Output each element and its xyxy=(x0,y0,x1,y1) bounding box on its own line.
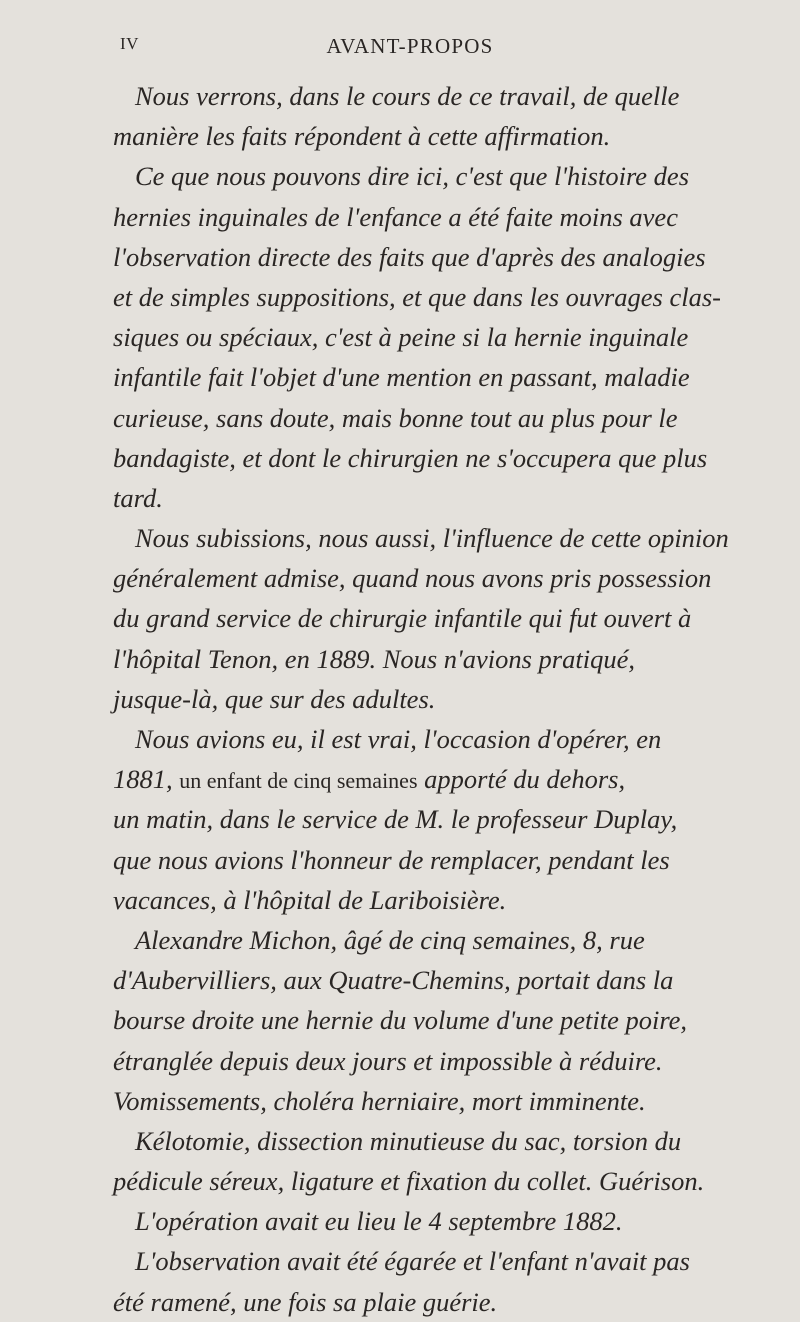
text-line xyxy=(113,1241,703,1281)
text-line-content: Alexandre Michon, âgé de cinq semaines, 8, rue xyxy=(135,924,645,955)
text-line xyxy=(113,799,703,839)
text-line xyxy=(113,438,708,478)
text-line xyxy=(113,1041,703,1081)
text-line-content: hernies inguinales de l'enfance a été faite moins avec xyxy=(113,201,678,232)
text-line xyxy=(113,197,703,237)
text-line-content: pédicule séreux, ligature et fixation du collet. Guérison. xyxy=(113,1166,705,1197)
text-line xyxy=(113,357,703,397)
text-line-content: Ce que nous pouvons dire ici, c'est que l'histoire des xyxy=(135,161,690,192)
text-line xyxy=(113,639,703,679)
text-line-content: vacances, à l'hôpital de Lariboisière. xyxy=(113,884,507,915)
text-line xyxy=(113,1282,703,1322)
text-line xyxy=(113,880,703,920)
text-line-content: manière les faits répondent à cette affirmation. xyxy=(113,121,611,152)
text-line-content: que nous avions l'honneur de remplacer, pendant les xyxy=(113,844,670,875)
text-line-content: l'observation directe des faits que d'après des analogies xyxy=(113,241,706,272)
text-line xyxy=(113,840,703,880)
text-line-content: L'observation avait été égarée et l'enfant n'avait pas xyxy=(135,1246,690,1277)
text-line xyxy=(113,1201,703,1241)
text-line-continuation: apporté du dehors, xyxy=(424,764,626,795)
text-line-content: généralement admise, quand nous avons pris possession xyxy=(113,563,712,594)
text-line xyxy=(113,116,703,156)
text-line-content: infantile fait l'objet d'une mention en passant, maladie xyxy=(113,362,690,393)
text-line xyxy=(113,277,721,317)
running-title: AVANT-PROPOS xyxy=(326,34,494,58)
text-line xyxy=(113,76,703,116)
text-line xyxy=(113,598,703,638)
text-line xyxy=(113,478,703,518)
text-line-content: curieuse, sans doute, mais bonne tout au plus pour le xyxy=(113,402,678,433)
page-number: IV xyxy=(120,34,139,53)
text-line-content: Nous verrons, dans le cours de ce travail, de quelle xyxy=(135,81,680,111)
text-line xyxy=(113,1161,703,1201)
text-line xyxy=(113,1000,703,1040)
running-head xyxy=(120,34,700,64)
text-line-content: tard. xyxy=(113,482,163,513)
text-line-content: bandagiste, et dont le chirurgien ne s'occupera que plus xyxy=(113,442,708,473)
text-line-content: du grand service de chirurgie infantile qui fut ouvert à xyxy=(113,603,692,634)
text-line xyxy=(113,237,706,277)
text-line-content: bourse droite une hernie du volume d'une petite poire, xyxy=(113,1005,688,1036)
body-text xyxy=(113,76,729,1322)
text-line xyxy=(113,960,703,1000)
text-line xyxy=(113,1121,703,1161)
text-line-content: Vomissements, choléra herniaire, mort imminente. xyxy=(113,1085,646,1116)
text-line-content: Nous avions eu, il est vrai, l'occasion d'opérer, en xyxy=(135,724,662,754)
text-line xyxy=(113,317,703,357)
text-line xyxy=(113,398,703,438)
text-line xyxy=(113,920,703,960)
text-line xyxy=(113,156,703,196)
text-line xyxy=(113,558,712,598)
text-line-content: jusque-là, que sur des adultes. xyxy=(113,683,436,714)
text-line-content: un matin, dans le service de M. le professeur Duplay, xyxy=(113,804,678,835)
text-line-content: siques ou spéciaux, c'est à peine si la hernie inguinale xyxy=(113,322,689,353)
text-line-content: Nous subissions, nous aussi, l'influence de cette opinion xyxy=(135,523,729,554)
text-line xyxy=(113,1081,703,1121)
roman-text-segment: un enfant de cinq semaines xyxy=(179,768,418,794)
text-line-content: été ramené, une fois sa plaie guérie. xyxy=(113,1286,498,1317)
text-line-content: étranglée depuis deux jours et impossible à réduire. xyxy=(113,1045,663,1076)
text-line xyxy=(113,679,703,719)
text-line-content: Kélotomie, dissection minutieuse du sac, torsion du xyxy=(135,1125,682,1156)
text-line-content: L'opération avait eu lieu le 4 septembre 1882. xyxy=(135,1206,623,1237)
text-line-content: l'hôpital Tenon, en 1889. Nous n'avions pratiqué, xyxy=(113,643,635,674)
text-line-content: d'Aubervilliers, aux Quatre-Chemins, portait dans la xyxy=(113,965,674,996)
text-line-content: 1881, xyxy=(113,764,173,795)
text-line xyxy=(113,518,729,558)
text-line-content: et de simples suppositions, et que dans les ouvrages clas- xyxy=(113,281,721,312)
text-line xyxy=(113,759,703,799)
text-line xyxy=(113,719,703,759)
